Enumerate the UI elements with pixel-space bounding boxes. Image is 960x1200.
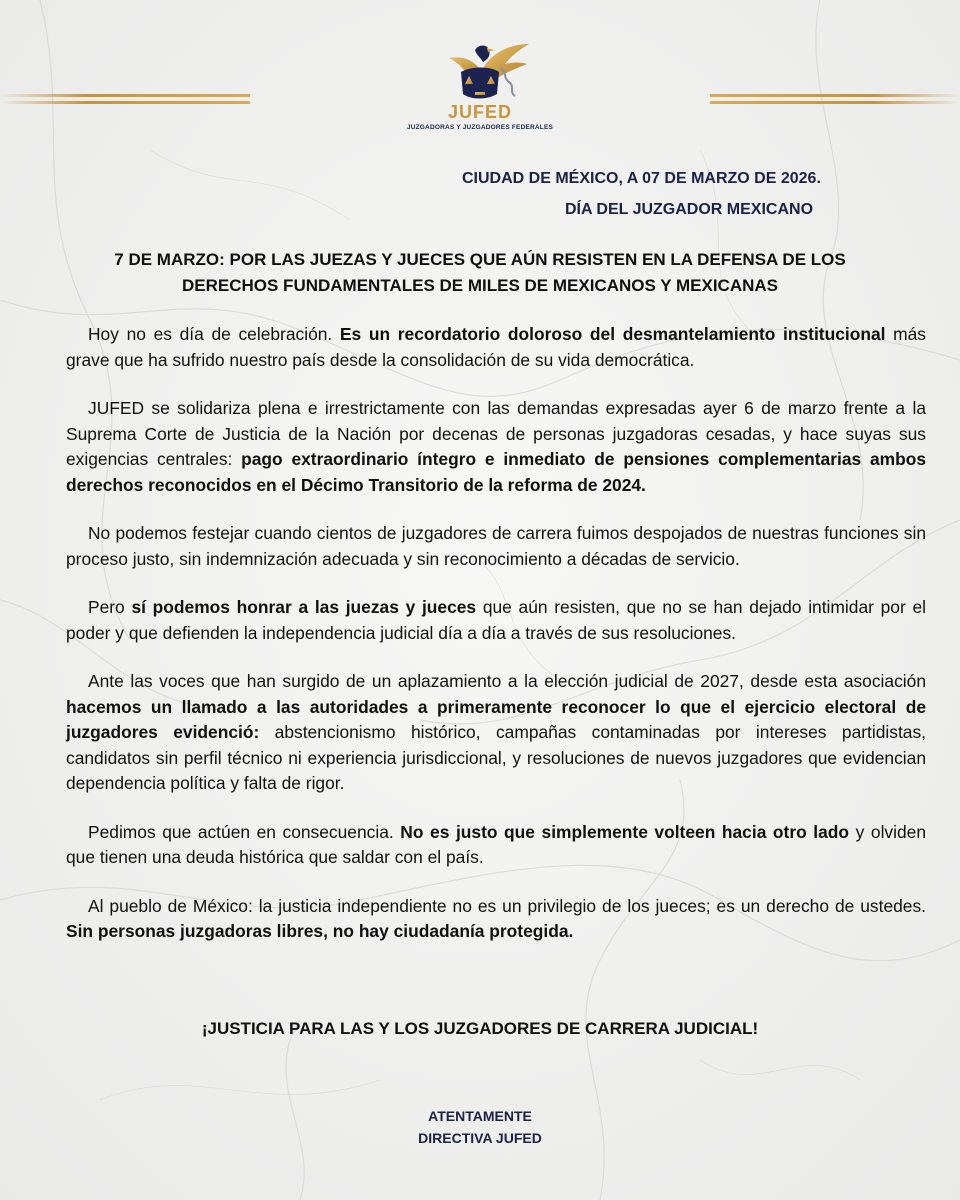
paragraph-4-text-a: Pero [88,597,132,617]
paragraph-6-text-c: y olviden que tienen una deuda histórica que saldar con el país. [66,821,927,867]
paragraph-5-text-c: abstencionismo histórico, campañas contaminadas por intereses partidistas, candidatos sin perfil técnico ni experiencia jurisdiccional, y resoluciones de nuevos juzgadores que evidencian dependencia política y falta de rigor. [66,722,926,793]
paragraph-1-text-a: Hoy no es día de celebración. [88,324,340,344]
headline-line-2: DERECHOS FUNDAMENTALES DE MILES DE MEXICANOS Y MEXICANAS [181,276,778,295]
paragraph-1-bold: Es un recordatorio doloroso del desmantelamiento institucional [339,324,886,344]
paragraph-3 [66,521,926,572]
headline [60,247,900,299]
signature-line-2: DIRECTIVA JUFED [418,1130,542,1146]
paragraph-5-bold: hacemos un llamado a las autoridades a primeramente reconocer lo que el ejercicio electoral de juzgadores evidenció: [66,696,926,742]
paragraph-4-bold: sí podemos honrar a las juezas y jueces [131,597,477,617]
paragraph-3-text-a: No podemos festejar cuando cientos de juzgadores de carrera fuimos despojados de nuestras funciones sin proceso justo, sin indemnización adecuada y sin reconocimiento a décadas de servicio. [66,523,926,569]
eagle-scales-of-justice-icon [431,38,531,102]
place-date: CIUDAD DE MÉXICO, A 07 DE MARZO DE 2026. [462,170,821,187]
signature-line-1: ATENTAMENTE [428,1108,532,1124]
statement-body [66,322,926,968]
paragraph-2 [66,396,926,498]
logo-wordmark: JUFED [447,102,512,122]
paragraph-2-text-a: JUFED se solidariza plena e irrestrictamente con las demandas expresadas ayer 6 de marzo frente a la Suprema Corte de Justicia de la Nación por decenas de personas juzgadoras cesadas, y hace suyas sus exigencias centrales: [66,398,926,469]
closing-slogan: ¡JUSTICIA PARA LAS Y LOS JUZGADORES DE CARRERA JUDICIAL! [201,1019,759,1038]
paragraph-4 [66,595,926,646]
paragraph-6 [66,820,926,871]
paragraph-6-bold: No es justo que simplemente volteen hacia otro lado [400,821,850,842]
paragraph-7-text-a: Al pueblo de México: la justicia independiente no es un privilegio de los jueces; es un derecho de ustedes. [88,895,926,916]
paragraph-5-text-a: Ante las voces que han surgido de un aplazamiento a la elección judicial de 2027, desde esta asociación [88,671,926,691]
jufed-logo [406,38,554,131]
day-title: DÍA DEL JUZGADOR MEXICANO [565,201,814,218]
paragraph-5 [66,669,926,797]
gold-divider-left [0,94,250,104]
paragraph-7 [66,894,926,945]
paragraph-2-bold: pago extraordinario íntegro e inmediato de pensiones complementarias ambos derechos reconocidos en el Décimo Transitorio de la reforma de 2024. [66,449,926,495]
logo-subtitle: JUZGADORAS Y JUZGADORES FEDERALES [406,124,554,131]
headline-line-1: 7 DE MARZO: POR LAS JUEZAS Y JUECES QUE AÚN RESISTEN EN LA DEFENSA DE LOS [114,250,846,269]
paragraph-1-text-c: más grave que ha sufrido nuestro país desde la consolidación de su vida democrática. [66,324,927,370]
paragraph-4-text-c: que aún resisten, que no se han dejado intimidar por el poder y que defienden la independencia judicial día a día a través de sus resoluciones. [66,597,926,643]
paragraph-6-text-a: Pedimos que actúen en consecuencia. [88,821,401,842]
signature-block [380,1105,580,1149]
paragraph-7-bold: Sin personas juzgadoras libres, no hay ciudadanía protegida. [66,921,574,941]
gold-divider-right [710,94,960,104]
paragraph-1 [66,322,926,373]
